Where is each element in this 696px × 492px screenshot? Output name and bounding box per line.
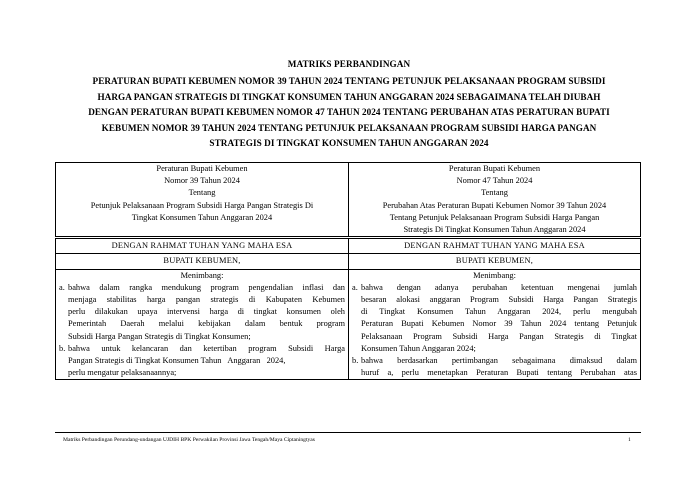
clause-marker: b. <box>59 343 66 353</box>
clause-marker: a. <box>59 282 65 292</box>
header-line: Nomor 47 Tahun 2024 <box>456 176 533 186</box>
left-regulation-header <box>56 163 349 238</box>
right-preamble: DENGAN RAHMAT TUHAN YANG MAHA ESA <box>349 238 641 254</box>
header-line: Tingkat Konsumen Tahun Anggaran 2024 <box>131 212 273 222</box>
subtitle-line: PERATURAN BUPATI KEBUMEN NOMOR 39 TAHUN 2024 TENTANG PETUNJUK PELAKSANAAN PROGRAM SUBSIDI <box>92 76 606 86</box>
clause-line: Subsidi Harga Pangan Strategis di Tingkat Konsumen; <box>68 331 251 341</box>
header-row <box>56 163 641 238</box>
header-line: Peraturan Bupati Kebumen <box>156 164 248 173</box>
clause-line: bahwa untuk kelancaran dan ketertiban program Subsidi Harga <box>68 343 345 353</box>
header-line: Strategis Di Tingkat Konsumen Tahun Anggaran 2024 <box>403 225 586 235</box>
clause-text <box>68 343 345 380</box>
right-considering-cell <box>349 269 641 380</box>
considering-label: Menimbang: <box>180 270 224 280</box>
header-line: Tentang <box>188 188 216 198</box>
subtitle-line: STRATEGIS DI TINGKAT KONSUMEN TAHUN ANGGARAN 2024 <box>209 138 489 148</box>
clause-line: besaran alokasi anggaran Program Subsidi Harga Pangan Strategis <box>361 295 637 305</box>
clause-line: bahwa dengan adanya perubahan ketentuan mengenai jumlah <box>361 282 637 292</box>
considering-row <box>56 269 641 380</box>
header-line: Petunjuk Pelaksanaan Program Subsidi Harga Pangan Strategis Di <box>90 200 314 210</box>
document-title-block <box>60 58 638 152</box>
clause-line: bahwa berdasarkan pertimbangan sebagaimana dimaksud dalam <box>361 356 637 366</box>
header-line: Tentang <box>481 188 508 198</box>
footer-text: Matriks Perbandingan Perundang-undangan UJDIH BPK Perwakilan Provinsi Jawa Tengah/Maya Ciptaningtyas <box>63 437 315 443</box>
clause-line: Konsumen Tahun Anggaran 2024; <box>361 343 476 353</box>
official-row <box>56 254 641 269</box>
comparison-matrix-table <box>55 162 641 380</box>
clause-item <box>352 355 637 379</box>
clause-line: di Tingkat Konsumen Tahun Anggaran 2024, perlu mengubah <box>361 307 637 317</box>
clause-line: Peraturan Bupati Kebumen Nomor 39 Tahun 2024 tentang Petunjuk <box>361 319 637 329</box>
subtitle-line: HARGA PANGAN STRATEGIS DI TINGKAT KONSUMEN TAHUN ANGGARAN 2024 SEBAGAIMANA TELAH DIUBAH <box>97 91 601 102</box>
header-line: Peraturan Bupati Kebumen <box>448 164 541 173</box>
left-official: BUPATI KEBUMEN, <box>56 254 349 269</box>
header-line: Perubahan Atas Peraturan Bupati Kebumen Nomor 39 Tahun 2024 <box>382 200 607 210</box>
clause-line: huruf a, perlu menetapkan Peraturan Bupati tentang Perubahan atas <box>361 368 637 378</box>
clause-item <box>352 282 637 355</box>
clause-line: bahwa dalam rangka mendukung program pengendalian inflasi dan <box>68 282 345 292</box>
clause-line: menjaga stabilitas harga pangan strategis di Kabupaten Kebumen <box>68 295 345 305</box>
clause-marker: a. <box>352 282 358 292</box>
clause-item <box>59 282 345 343</box>
clause-marker: b. <box>352 356 359 366</box>
document-title: MATRIKS PERBANDINGAN <box>287 59 411 69</box>
clause-line: Pangan Strategis di Tingkat Konsumen Tahun Anggaran 2024, <box>68 356 286 366</box>
footer-divider <box>55 432 641 433</box>
clause-line: perlu mengatur pelaksanaannya; <box>68 368 177 378</box>
clause-line: Pelaksanaan Program Subsidi Harga Pangan Strategis di Tingkat <box>361 331 637 341</box>
clause-text <box>361 282 637 355</box>
clause-text <box>361 355 637 379</box>
left-considering-cell <box>56 269 349 380</box>
subtitle-line: KEBUMEN NOMOR 39 TAHUN 2024 TENTANG PETUNJUK PELAKSANAAN PROGRAM SUBSIDI HARGA PANGAN <box>101 122 597 133</box>
right-official: BUPATI KEBUMEN, <box>349 254 641 269</box>
right-regulation-header <box>349 163 641 238</box>
page-number: 1 <box>628 437 631 443</box>
preamble-row <box>56 238 641 254</box>
considering-label: Menimbang: <box>473 270 516 280</box>
header-line: Nomor 39 Tahun 2024 <box>164 176 240 186</box>
left-preamble: DENGAN RAHMAT TUHAN YANG MAHA ESA <box>56 238 349 254</box>
subtitle-line: DENGAN PERATURAN BUPATI KEBUMEN NOMOR 47 TAHUN 2024 TENTANG PERUBAHAN ATAS PERATURAN BUPATI <box>88 107 610 117</box>
header-line: Tentang Petunjuk Pelaksanaan Program Subsidi Harga Pangan <box>389 212 600 222</box>
clause-line: perlu dilakukan upaya intervensi harga di tingkat konsumen oleh <box>68 307 345 317</box>
clause-text <box>68 282 345 343</box>
clause-line: Pemerintah Daerah melalui kebijakan dalam bentuk program <box>68 319 345 329</box>
clause-item <box>59 343 345 380</box>
document-subtitle <box>60 74 638 152</box>
